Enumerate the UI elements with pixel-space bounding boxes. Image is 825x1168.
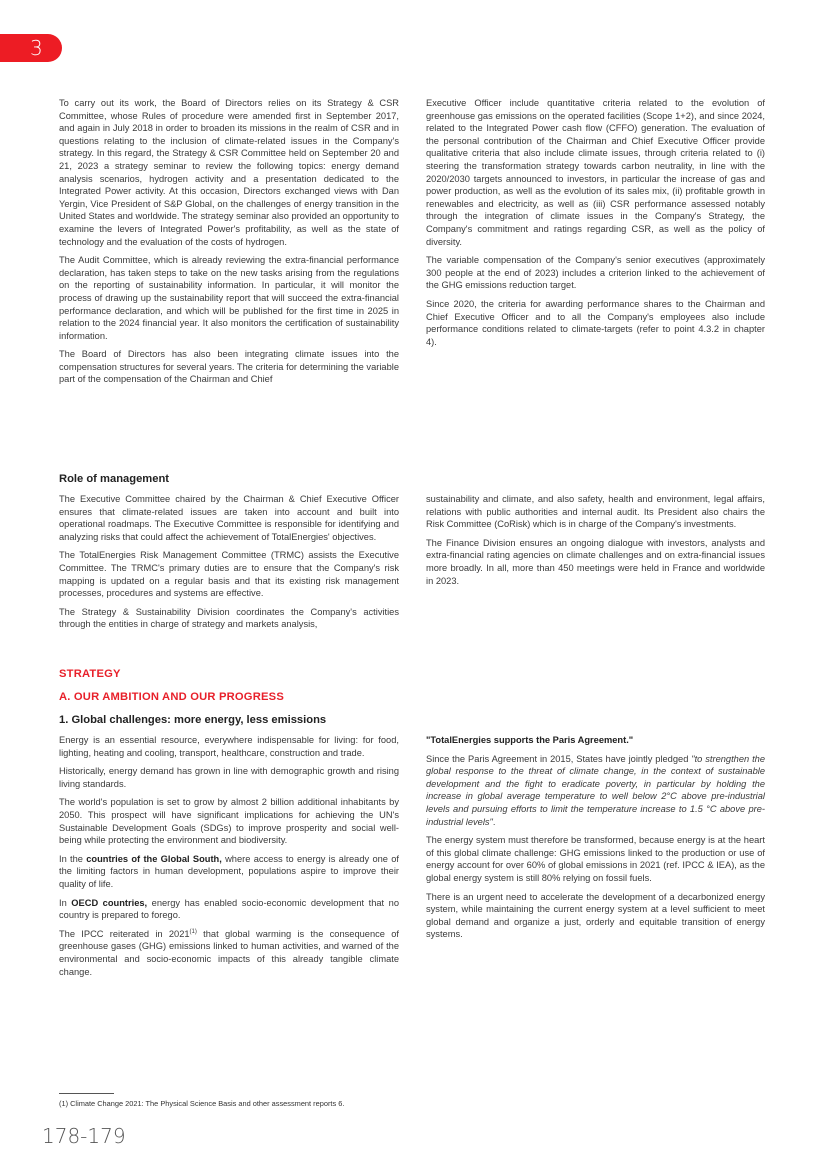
chapter-tab: 3: [0, 34, 62, 62]
paragraph: The Strategy & Sustainability Division coordinates the Company's activities through the entities in charge of strategy and markets analysis,: [59, 606, 399, 630]
paragraph: The Executive Committee chaired by the Chairman & Chief Executive Officer ensures that climate-related issues are taken into account and built into operational roadmaps. The Executive Committee is responsible for identifying and analyzing risks that could affect the achievement of TotalEnergies' objectives.: [59, 494, 399, 542]
paragraph: The world's population is set to grow by almost 2 billion additional inhabitants by 2050. This prospect will have significant implications for achieving the UN's Sustainable Development Goals (SDGs) to improve prosperity and social well-being while protecting the environment and biodiversity.: [59, 797, 399, 846]
paragraph: The Finance Division ensures an ongoing dialogue with investors, analysts and extra-financial rating agencies on climate challenges and on extra-financial issues more broadly. In all, more than 450 meetings were held in France and worldwide in 2023.: [426, 537, 765, 586]
paragraph: In OECD countries, energy has enabled socio-economic development that no country is prepared to forego.: [59, 897, 400, 921]
footnote-divider: [59, 1093, 114, 1094]
paragraph: The IPCC reiterated in 2021$^{(1)}$ that global warming is the consequence of greenhouse gases (GHG) emissions linked to human activities, and warned of the environmental and socio-economic impacts of this already tangible climate change.: [59, 928, 399, 977]
paragraph: The energy system must therefore be transformed, because energy is at the heart of this global climate challenge: GHG emissions linked to the production or use of energy account for over 60% of global emissions in 2021 (ref. IPCC & IEA), as the global energy system is still 80% relying on fossil fuels.: [426, 835, 765, 883]
paragraph: The TotalEnergies Risk Management Committee (TRMC) assists the Executive Committee. The TRMC's primary duties are to ensure that the Company's risk mapping is updated on a regular basis and that its existing risk management processes, procedures and systems are effective.: [59, 550, 399, 599]
paragraph: Executive Officer include quantitative criteria related to the evolution of greenhouse gas emissions on the operated facilities (Scope 1+2), and since 2024, related to the Integrated Power cash flow (CFFO) generation. The evaluation of the personal contribution of the Chairman and Chief Executive Officer provide qualitative criteria that also include climate issues, through criteria related to (i) steering the transformation strategy towards carbon neutrality, in line with the 2020/2030 targets announced to investors, in particular the increase of gas and power production, as well as the evolution of its sales mix, (ii) profitable growth in renewables and electricity, as well as (iii) CSR performance assessed notably through the integration of climate issues in the Company's Strategy, the Company's commitment and ratings regarding CSR, as well as the policy of diversity.: [426, 98, 765, 247]
footnote-ref: (1): [189, 928, 197, 935]
paragraph: The Audit Committee, which is already reviewing the extra-financial performance declaration, has taken steps to take on the new tasks arising from the regulations on the reporting of sustainability information. In particular, it will monitor the process of drawing up the sustainability report that will succeed the extra-financial performance declaration, and which will be published for the first time in 2025 in relation to the 2024 financial year. It also monitors the certification of sustainability information.: [59, 255, 399, 341]
paragraph: sustainability and climate, and also safety, health and environment, legal affairs, relations with public authorities and internal audit. Its President also chairs the Risk Committee (CoRisk) which is in charge of the Company's investments.: [426, 494, 765, 530]
management-text-right: [426, 493, 765, 593]
paragraph: The Board of Directors has also been integrating climate issues into the compensation structures for several years. The criteria for determining the variable part of the compensation of the Chairman and Chief: [59, 349, 399, 385]
paragraph: Energy is an essential resource, everywhere indispensable for living: for food, lighting, heating and cooling, transport, healthcare, construction and trade.: [59, 735, 399, 758]
footnote: (1) Climate Change 2021: The Physical Science Basis and other assessment reports 6.: [59, 1099, 345, 1108]
board-text-right: [426, 97, 765, 354]
board-text-left: [59, 97, 399, 392]
paragraph: Since the Paris Agreement in 2015, States have jointly pledged "to strengthen the global response to the threat of climate change, in the context of sustainable development and the fight to eradicate poverty, in particular by holding the increase in global average temperature to well below 2°C above pre-industrial levels and pursuing efforts to limit the temperature increase to 1.5 °C above pre-industrial levels".: [426, 753, 766, 827]
paragraph: To carry out its work, the Board of Directors relies on its Strategy & CSR Committee, whose Rules of procedure were amended first in September 2017, and again in July 2018 in order to broaden its missions in the realm of CSR and in questions relating to the inclusion of climate-related issues in the Company's strategy. In this regard, the Strategy & CSR Committee held on September 20 and 21, 2023 a strategy seminar to review the following topics: energy demand analysis scenarios, hydrogen activity and a presentation dedicated to the Integrated Power activity. At this occasion, Directors exchanged views with Dan Yergin, Vice President of S&P Global, on the challenges of energy transition in the United States and worldwide. The strategy seminar also provided an opportunity to examine the levers of Integrated Power's profitability, as well as the state of technology and the evaluation of the costs of hydrogen.: [59, 98, 399, 247]
paris-quote: "to strengthen the global response to the threat of climate change, in the context of sustainable development and the fight to eradicate poverty, in particular by holding the increase in global average temperature to well below 2°C above pre-industrial levels and pursuing efforts to limit the temperature increase to 1.5 °C above pre-industrial levels": [426, 753, 766, 827]
strategy-text-right: [426, 734, 765, 947]
global-challenges-heading: 1. Global challenges: more energy, less emissions: [59, 714, 327, 726]
page-number: 178-179: [42, 1124, 126, 1148]
paragraph: Historically, energy demand has grown in line with demographic growth and rising living standards.: [59, 766, 399, 789]
strategy-title: STRATEGY: [59, 668, 121, 680]
oecd-bold: OECD countries,: [71, 897, 148, 908]
management-text-left: [59, 493, 399, 637]
paris-agreement-heading: "TotalEnergies supports the Paris Agreement.": [426, 735, 634, 745]
role-of-management-heading: Role of management: [59, 473, 170, 485]
paragraph: There is an urgent need to accelerate the development of a decarbonized energy system, while maintaining the current energy system at a level sufficient to meet global demand and organize a just, orderly and equitable transition of energy systems.: [426, 891, 765, 940]
paragraph: Since 2020, the criteria for awarding performance shares to the Chairman and Chief Executive Officer and to all the Company's employees also include performance conditions related to climate-targets (refer to point 4.3.2 in chapter 4).: [426, 298, 765, 347]
paragraph: In the countries of the Global South, where access to energy is already one of the limiting factors in human development, populations aspire to improve their quality of life.: [59, 853, 399, 889]
strategy-text-left: [59, 734, 399, 984]
ambition-subtitle: A. OUR AMBITION AND OUR PROGRESS: [59, 691, 284, 703]
paragraph: The variable compensation of the Company's senior executives (approximately 300 people at the end of 2023) includes a criterion linked to the achievement of the GHG emissions reduction target.: [426, 255, 765, 291]
global-south-bold: countries of the Global South,: [86, 853, 222, 864]
